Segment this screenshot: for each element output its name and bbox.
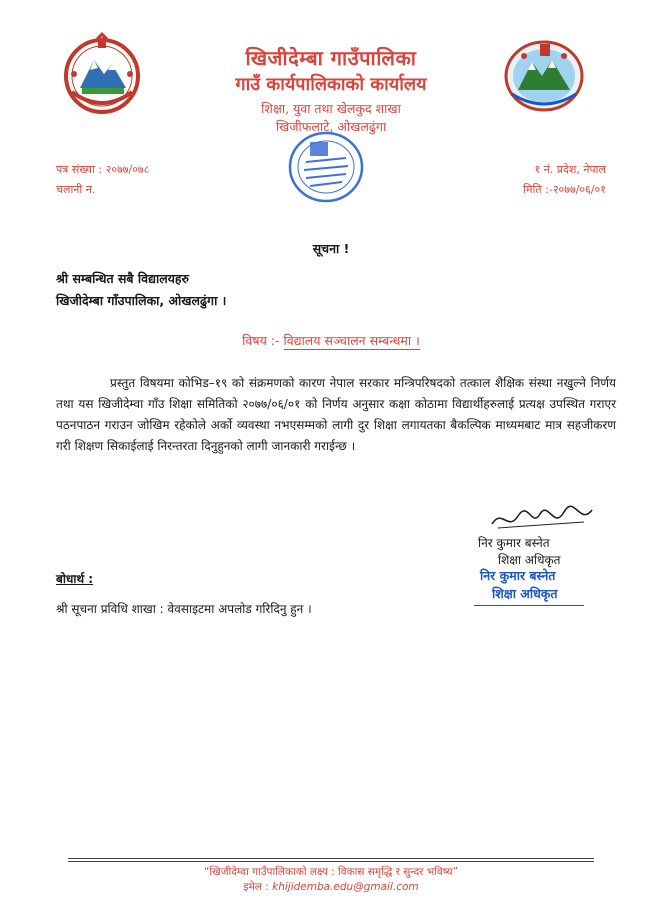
signatory-designation: शिक्षा अधिकृत (498, 553, 561, 567)
province-name: १ नं. प्रदेश, नेपाल (534, 163, 606, 176)
office-address: खिजीफलाटे, ओखलढुंगा (275, 119, 387, 134)
signature-scribble (488, 502, 598, 536)
addressee-line-2: खिजीदेम्बा गाँउपालिका, ओखलढुंगा । (56, 293, 227, 308)
footer-email (0, 880, 662, 894)
section-name: शिक्षा, युवा तथा खेलकुद शाखा (261, 101, 401, 116)
addressee-line-1: श्री सम्बन्धित सबै विद्यालयहरु (56, 271, 190, 286)
email-link[interactable]: khijidemba.edu@gmail.com (272, 881, 419, 893)
reference-number: पत्र संख्या : २०७७/०७८ (56, 163, 150, 176)
notice-title: सूचना ! (312, 241, 350, 256)
signatory-stamp-designation: शिक्षा अधिकृत (492, 586, 558, 601)
office-seal-stamp (286, 128, 366, 206)
signatory-stamp-name: निर कुमार बस्नेत (480, 568, 556, 583)
stamp-underline (474, 605, 584, 606)
footer-divider-2 (68, 861, 594, 862)
email-label: इमेल : (243, 881, 269, 893)
letter-date: मिति :-२०७७/०६/०१ (523, 183, 606, 196)
cc-item: श्री सूचना प्रविधि शाखा : वेवसाइटमा अपलोड गरिदिनु हुन । (56, 602, 312, 616)
office-name: गाउँ कार्यपालिकाको कार्यालय (235, 74, 427, 95)
footer-motto: “खिजीदेम्वा गाउँपालिकाको लक्ष्य : विकास समृद्धि र सुन्दर भविष्य” (203, 866, 459, 878)
body-paragraph (56, 373, 616, 457)
subject-text: विद्यालय सञ्चालन सम्बन्धमा । (283, 333, 420, 348)
cc-title: बोधार्थ : (56, 572, 94, 586)
subject-line (0, 332, 662, 349)
footer-divider (68, 858, 594, 859)
subject-label: विषय :- (242, 333, 280, 348)
body-text: प्रस्तुत विषयमा कोभिड–१९ को संक्रमणको कारण नेपाल सरकार मन्त्रिपरिषदको तत्काल शैक्षिक संस्था नखुल्ने निर्णय तथा यस खिजीदेम्वा गाँउ शिक्षा समितिको २०७७/०६/०१ को निर्णय अनुसार कक्षा कोठामा विद्यार्थीहरुलाई प्रत्यक्ष उपस्थित गराएर पठनपाठन गराउन जोखिम रहेकोले अर्को व्यवस्था नभएसम्मको लागी दुर शिक्षा लगायतका बैकल्पिक माध्यमबाट मात्र सहजीकरण गरी शिक्षण सिकाईलाई निरन्तरता दिनुहुनको लागी जानकारी गराईन्छ । (56, 376, 616, 453)
dispatch-number: चलानी न. (56, 183, 96, 196)
municipality-name: खिजीदेम्बा गाउँपालिका (245, 46, 417, 70)
signatory-name: निर कुमार बस्नेत (478, 536, 550, 550)
